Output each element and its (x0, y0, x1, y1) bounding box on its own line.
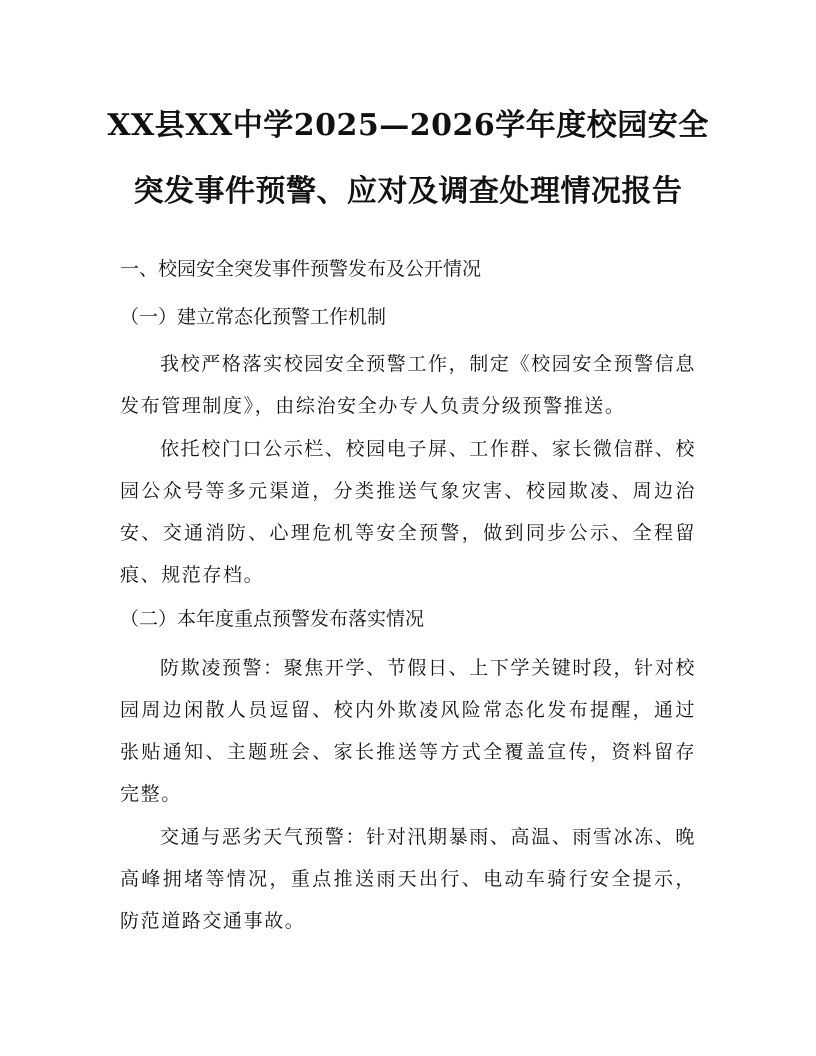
paragraph: 我校严格落实校园安全预警工作，制定《校园安全预警信息发布管理制度》，由综治安全办专人负责分级预警推送。 (120, 353, 696, 417)
subsection-heading: （二）本年度重点预警发布落实情况 (120, 608, 425, 630)
paragraph: 依托校门口公示栏、校园电子屏、工作群、家长微信群、校园公众号等多元渠道，分类推送气象灾害、校园欺凌、周边治安、交通消防、心理危机等安全预警，做到同步公示、全程留痕、规范存档。 (120, 438, 696, 586)
paragraph: 防欺凌预警：聚焦开学、节假日、上下学关键时段，针对校园周边闲散人员逗留、校内外欺凌风险常态化发布提醒，通过张贴通知、主题班会、家长推送等方式全覆盖宣传，资料留存完整。 (120, 657, 696, 805)
document-title-line-1: XX县XX中学2025—2026学年度校园安全 (107, 108, 709, 143)
document-title-line-2: 突发事件预警、应对及调查处理情况报告 (133, 174, 683, 209)
paragraph: 交通与恶劣天气预警：针对汛期暴雨、高温、雨雪冰冻、晚高峰拥堵等情况，重点推送雨天出行、电动车骑行安全提示，防范道路交通事故。 (120, 826, 696, 932)
subsection-heading: （一）建立常态化预警工作机制 (120, 306, 387, 328)
section-heading: 一、校园安全突发事件预警发布及公开情况 (120, 258, 482, 280)
